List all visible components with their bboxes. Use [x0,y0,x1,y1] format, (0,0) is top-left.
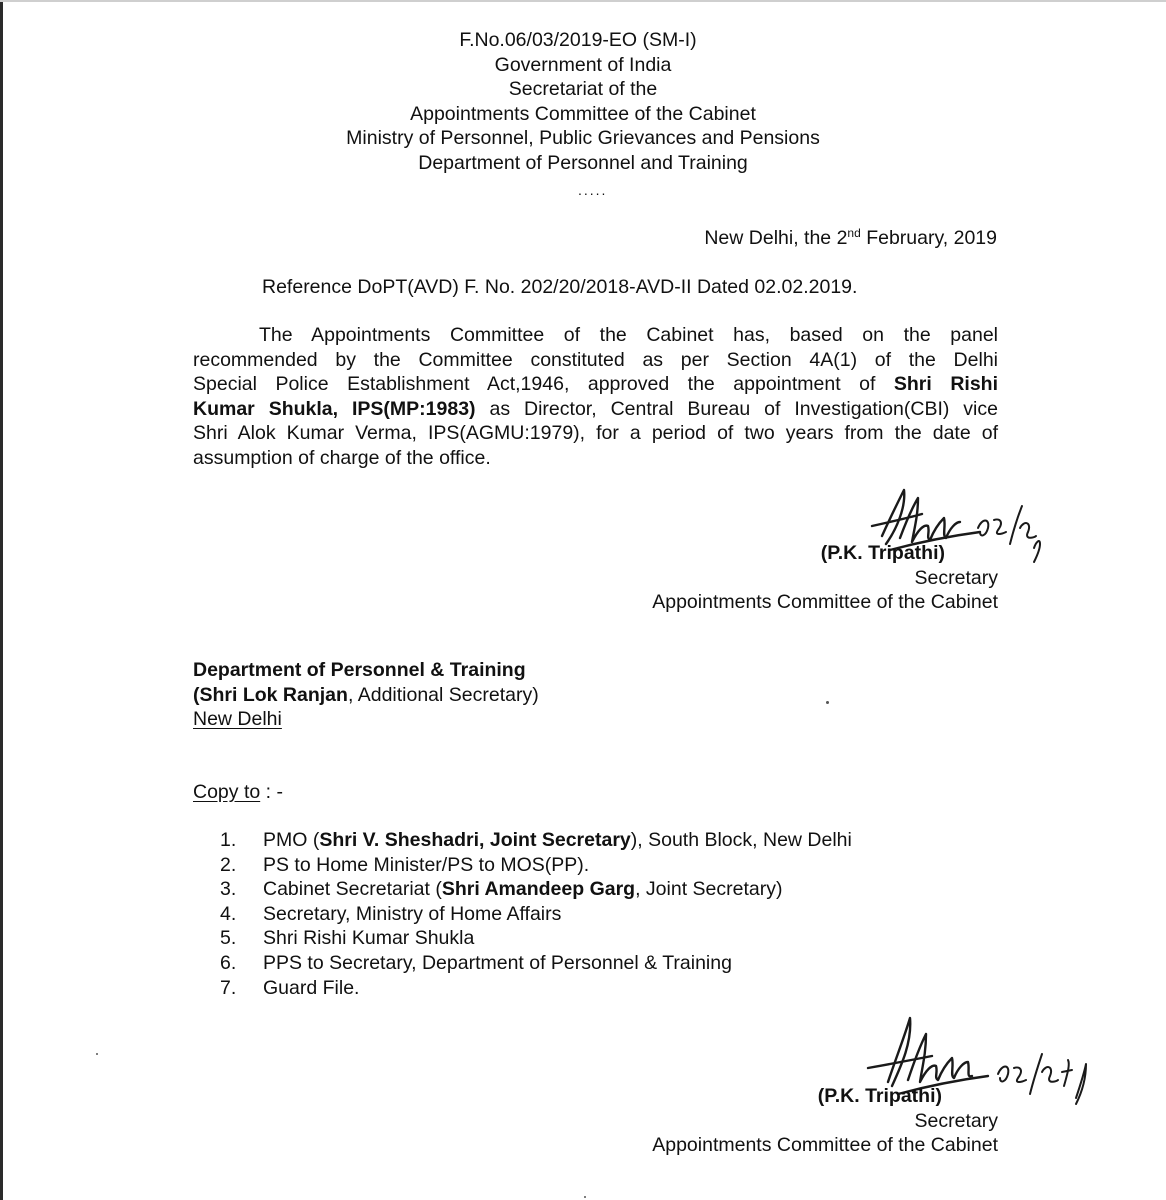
scan-speck [584,1196,586,1198]
order-paragraph [193,323,998,471]
item-number: 6. [220,951,237,974]
date-rest: February, 2019 [860,227,997,249]
paragraph-line-6: assumption of charge of the office. [193,446,491,469]
paragraph-line-2: recommended by the Committee constituted as per Section 4A(1) of the Delhi [193,348,998,371]
item-number: 4. [220,902,237,925]
header-secretariat: Secretariat of the [508,78,658,100]
copy-to-item [220,853,852,878]
item-text: Guard File. [263,976,360,999]
copy-to-item [220,951,852,976]
addressee-department: Department of Personnel & Training [193,659,526,681]
addressee-city: New Delhi [193,708,282,730]
scan-speck [96,1053,98,1055]
item-number: 1. [220,829,237,851]
signatory-block-1 [500,541,998,615]
paragraph-line-1: The Appointments Committee of the Cabinet has, based on the panel [259,324,998,346]
copy-to-label: Copy to [193,781,261,803]
date-ordinal: nd [847,226,861,240]
copy-to-item [220,902,852,927]
item-text-end: ), South Block, New Delhi [630,829,852,851]
item-number: 5. [220,927,237,950]
item-number: 7. [220,976,237,999]
signatory-1-title: Secretary [914,566,998,589]
copy-to-item [220,877,852,902]
scan-speck [826,701,829,704]
item-bold: Shri V. Sheshadri, Joint Secretary [319,829,631,851]
item-text: PS to Home Minister/PS to MOS(PP). [263,853,590,876]
paragraph-line-3 [193,372,998,397]
paragraph-line-4-text: as Director, Central Bureau of Investigation(CBI) vice [475,397,998,420]
reference-line: Reference DoPT(AVD) F. No. 202/20/2018-AVD-II Dated 02.02.2019. [262,276,858,298]
addressee-designation: , Additional Secretary) [347,683,539,706]
paragraph-line-3-text: Special Police Establishment Act,1946, approved the appointment of [193,373,876,396]
appointee-name-part2: Kumar Shukla, IPS(MP:1983) [193,397,476,420]
item-text: PMO ( [263,829,320,851]
header-department: Department of Personnel and Training [418,151,748,174]
copy-to-item [220,926,852,951]
item-number: 2. [220,853,237,876]
copy-to-suffix: : - [260,781,283,803]
header-government: Government of India [494,53,672,76]
copy-to-list [220,828,852,1000]
paragraph-line-5: Shri Alok Kumar Verma, IPS(AGMU:1979), for a period of two years from the date of [193,422,998,445]
date-line [0,226,997,251]
item-text: Cabinet Secretariat ( [263,878,442,901]
signatory-1-name: (P.K. Tripathi) [820,542,945,564]
scan-left-edge [0,0,3,1200]
signatory-2-title: Secretary [914,1109,998,1132]
signatory-2-office: Appointments Committee of the Cabinet [652,1134,998,1156]
letterhead [0,28,1166,175]
file-number: F.No.06/03/2019-EO (SM-I) [459,29,697,51]
signatory-1-office: Appointments Committee of the Cabinet [652,591,998,613]
copy-to-item [220,976,852,1001]
header-separator-dots: ..... [578,182,608,198]
signatory-2-name: (P.K. Tripathi) [817,1085,942,1107]
item-text-end: , Joint Secretary) [635,878,783,901]
copy-to-item [220,828,852,853]
item-number: 3. [220,878,237,901]
scan-top-edge [0,0,1166,2]
item-text: Secretary, Ministry of Home Affairs [263,902,562,925]
addressee-open-paren: ( [193,683,200,706]
copy-to-heading [193,780,283,805]
header-ministry: Ministry of Personnel, Public Grievances and Pensions [346,127,820,149]
paragraph-line-4 [193,397,998,422]
appointee-name-part1: Shri Rishi [893,373,998,396]
addressee-block [193,658,539,732]
item-text: PPS to Secretary, Department of Personnel & Training [263,951,732,974]
addressee-name: Shri Lok Ranjan [199,683,348,706]
date-prefix: New Delhi, the 2 [704,227,848,249]
item-text: Shri Rishi Kumar Shukla [263,927,475,950]
signatory-block-2 [500,1084,998,1158]
header-committee: Appointments Committee of the Cabinet [410,102,756,125]
addressee-person [193,683,539,708]
item-bold: Shri Amandeep Garg [441,878,636,901]
